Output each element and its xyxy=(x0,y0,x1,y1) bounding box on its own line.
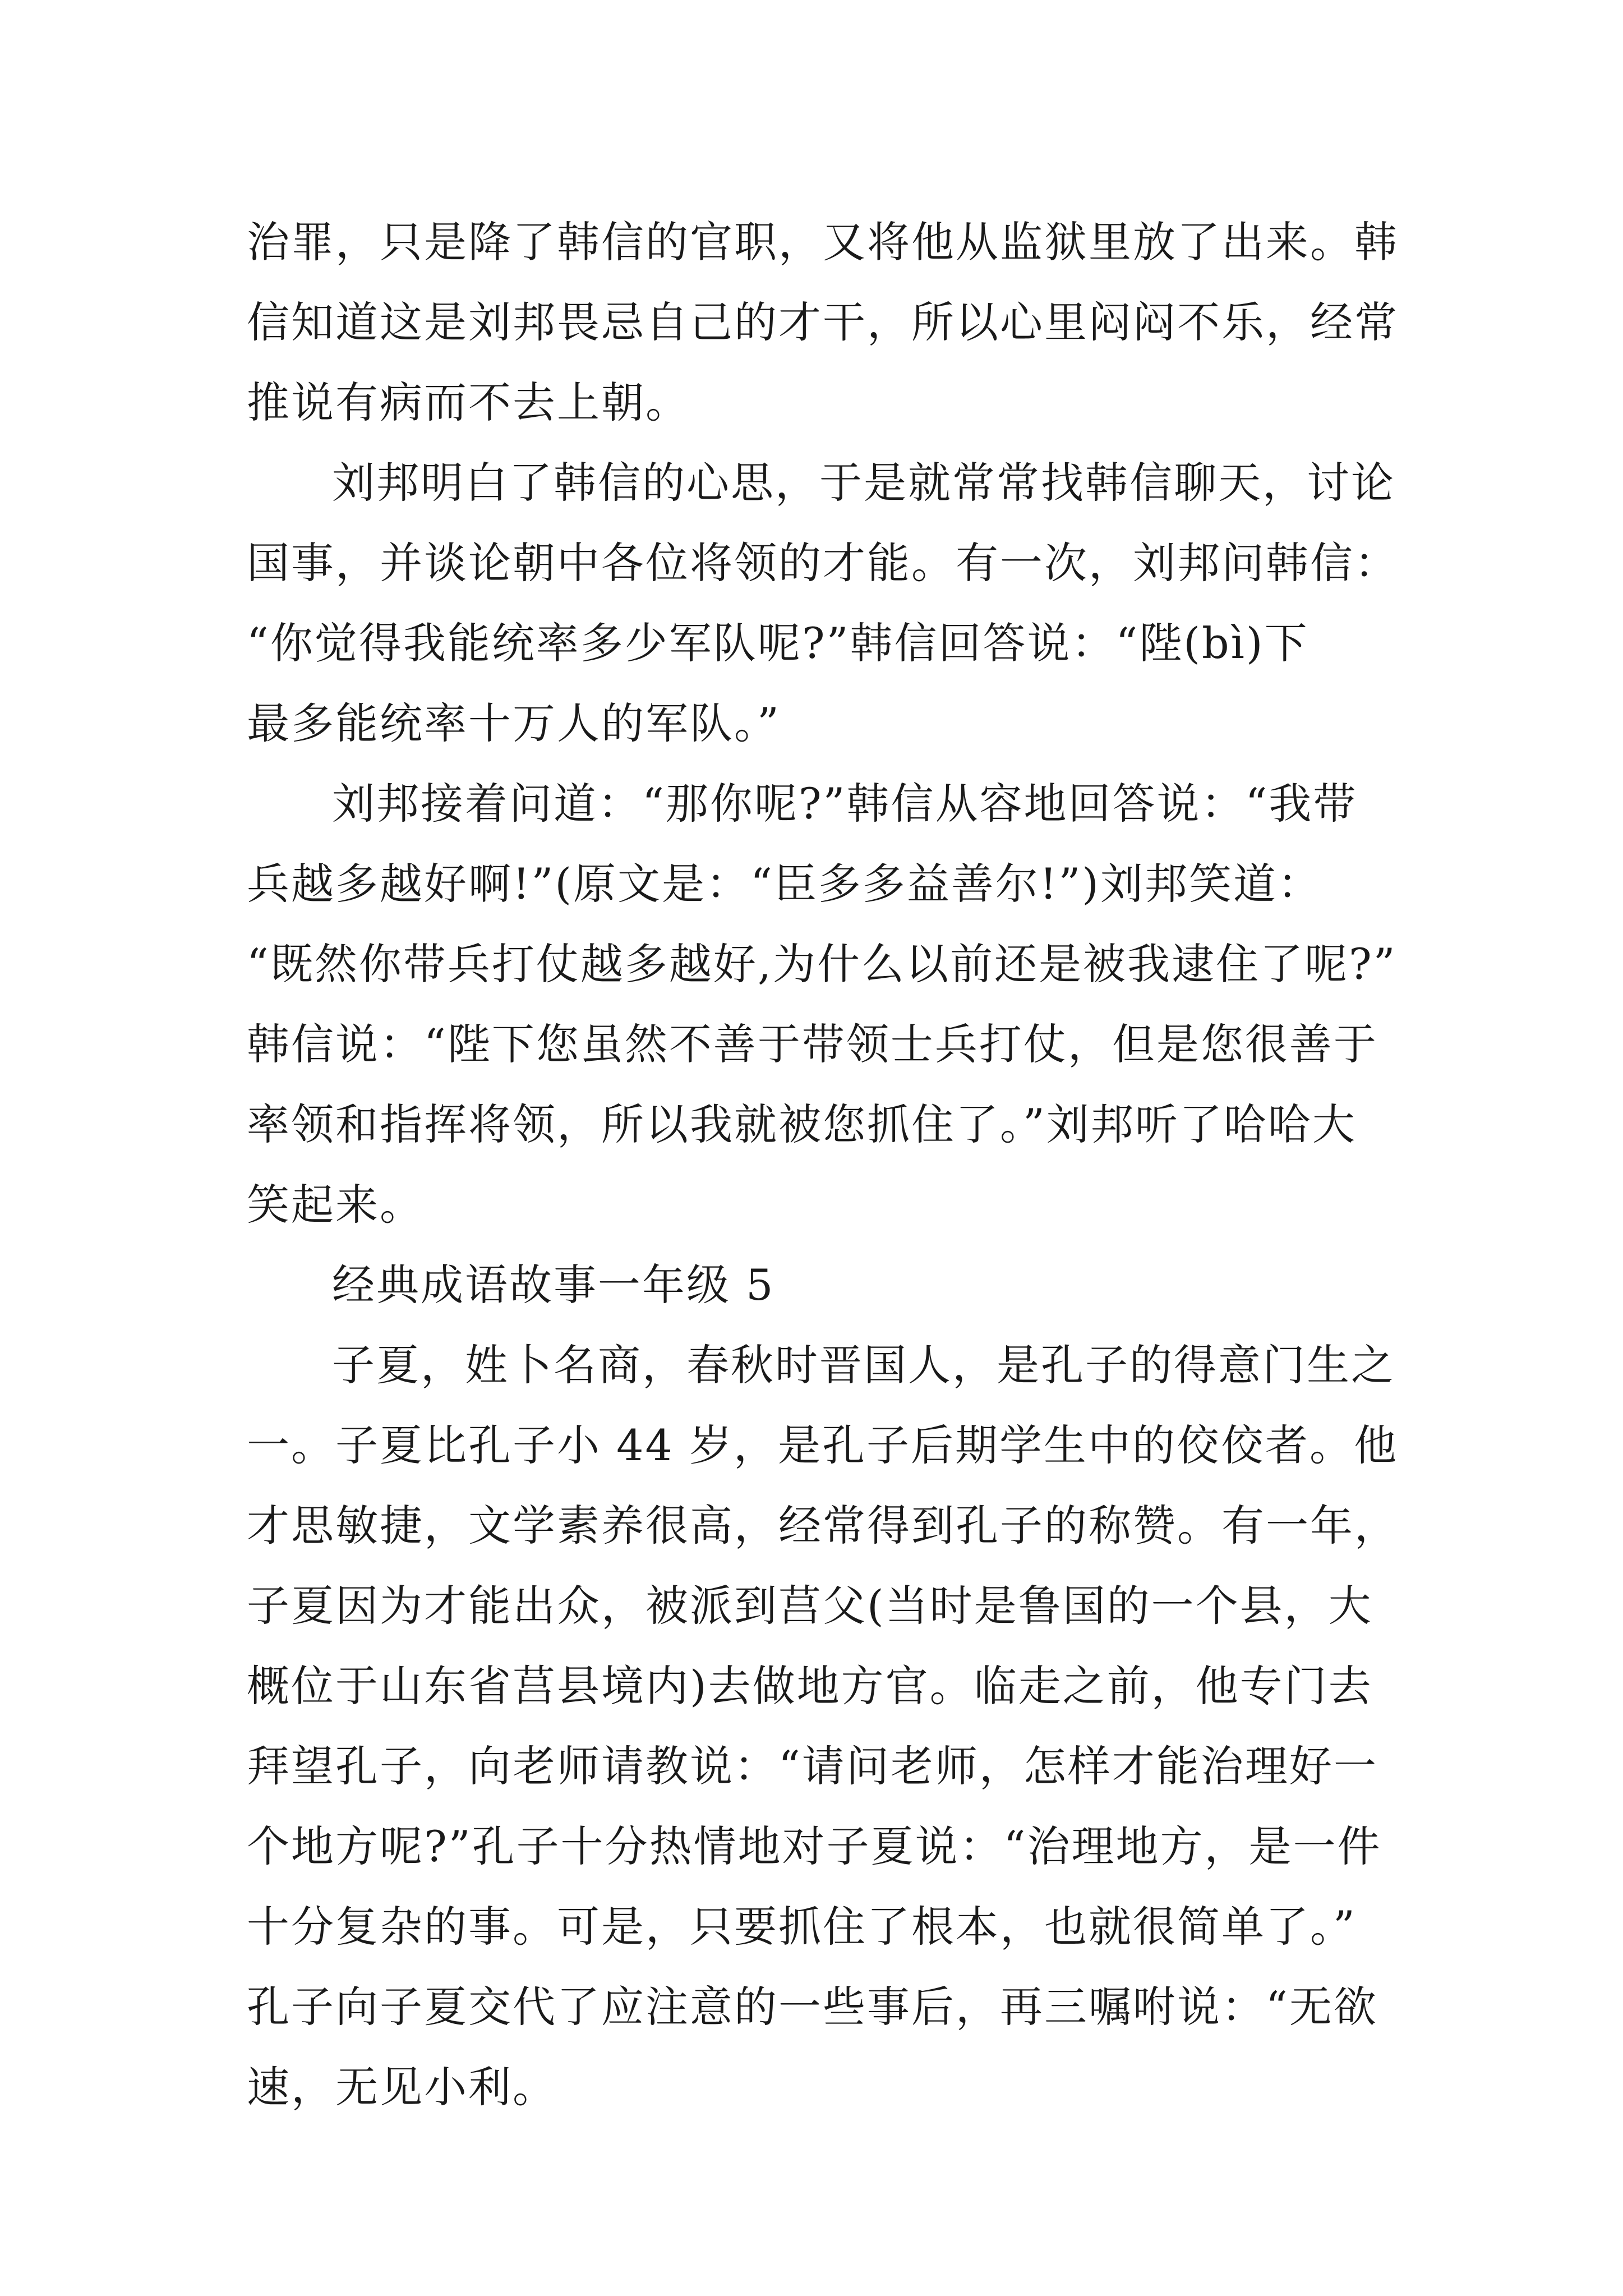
paragraph-start-line: 刘邦接着问道：“那你呢?”韩信从容地回答说：“我带 xyxy=(332,779,1358,829)
text-line: 笑起来。 xyxy=(247,1180,424,1230)
text-line: “你觉得我能统率多少军队呢?”韩信回答说：“陛(bì)下 xyxy=(247,618,1309,668)
section-heading: 经典成语故事一年级 5 xyxy=(332,1260,775,1310)
text-line: 推说有病而不去上朝。 xyxy=(247,378,690,427)
text-line: 速，无见小利。 xyxy=(247,2062,557,2112)
text-line: 子夏因为才能出众，被派到莒父(当时是鲁国的一个县，大 xyxy=(247,1581,1373,1631)
text-line: 最多能统率十万人的军队。” xyxy=(247,698,781,748)
text-line: “既然你带兵打仗越多越好,为什么以前还是被我逮住了呢?” xyxy=(247,939,1397,989)
text-line: 才思敏捷，文学素养很高，经常得到孔子的称赞。有一年， xyxy=(247,1501,1399,1550)
text-line: 孔子向子夏交代了应注意的一些事后，再三嘱咐说：“无欲 xyxy=(247,1982,1378,2032)
paragraph-start-line: 刘邦明白了韩信的心思，于是就常常找韩信聊天，讨论 xyxy=(332,458,1395,508)
text-line: 概位于山东省莒县境内)去做地方官。临走之前，他专门去 xyxy=(247,1661,1373,1711)
text-line: 国事，并谈论朝中各位将领的才能。有一次，刘邦问韩信： xyxy=(247,538,1399,588)
text-line: 信知道这是刘邦畏忌自己的才干，所以心里闷闷不乐，经常 xyxy=(247,297,1399,347)
paragraph-start-line: 子夏，姓卜名商，春秋时晋国人，是孔子的得意门生之 xyxy=(332,1340,1395,1390)
text-line: 兵越多越好啊!”(原文是：“臣多多益善尔!”)刘邦笑道： xyxy=(247,859,1322,909)
text-line: 率领和指挥将领，所以我就被您抓住了。”刘邦听了哈哈大 xyxy=(247,1099,1357,1149)
text-line: 拜望孔子，向老师请教说：“请问老师，怎样才能治理好一 xyxy=(247,1741,1378,1791)
body-text xyxy=(247,202,1399,2127)
text-line: 治罪，只是降了韩信的官职，又将他从监狱里放了出来。韩 xyxy=(247,217,1399,267)
text-line: 韩信说：“陛下您虽然不善于带领士兵打仗，但是您很善于 xyxy=(247,1019,1378,1069)
text-line: 十分复杂的事。可是，只要抓住了根本，也就很简单了。” xyxy=(247,1902,1357,1952)
text-line: 个地方呢?”孔子十分热情地对子夏说：“治理地方，是一件 xyxy=(247,1821,1382,1871)
text-line: 一。子夏比孔子小 44 岁，是孔子后期学生中的佼佼者。他 xyxy=(247,1420,1399,1470)
